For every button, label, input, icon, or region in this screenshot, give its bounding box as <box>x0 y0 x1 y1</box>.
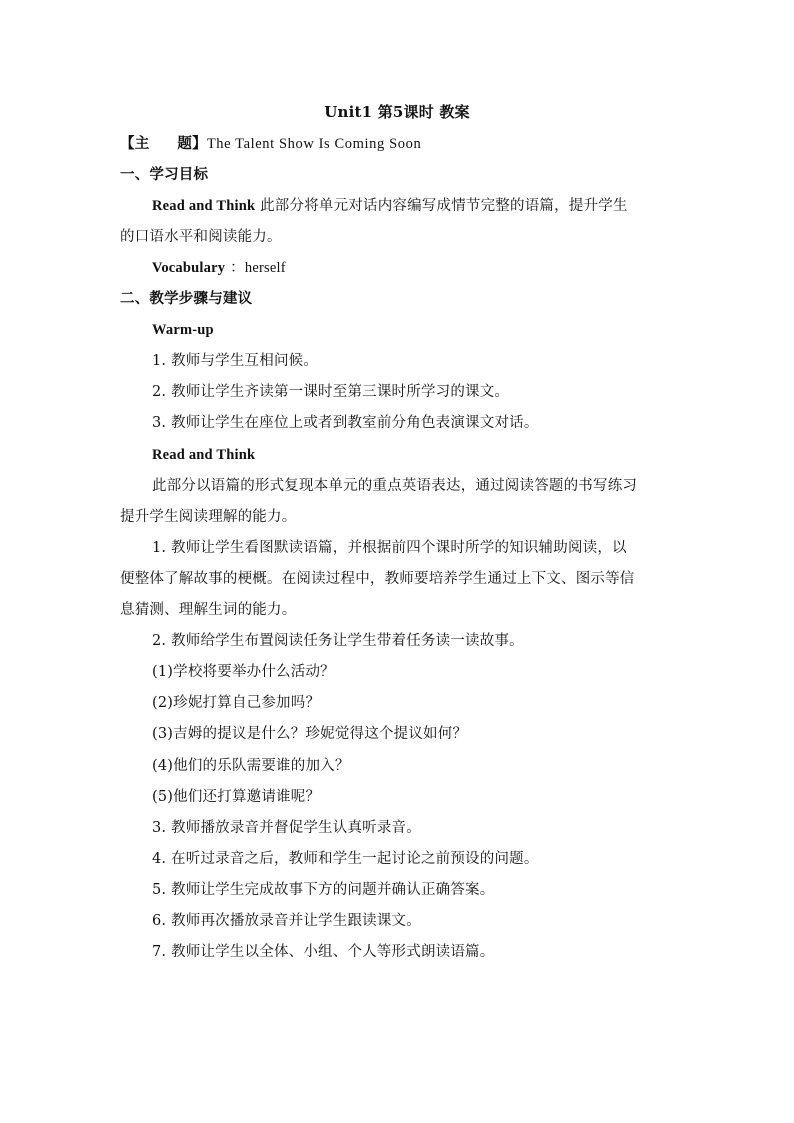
step-1-line1: 1. 教师让学生看图默读语篇，并根据前四个课时所学的知识辅助阅读，以 <box>152 540 627 556</box>
section1-read-think-line1 <box>152 196 628 216</box>
question-item: (4)他们的乐队需要谁的加入？ <box>152 758 350 774</box>
section1-read-think-line2: 的口语水平和阅读能力。 <box>120 229 282 245</box>
step-1-line3: 息猜测、理解生词的能力。 <box>120 602 297 618</box>
step-1-line2: 便整体了解故事的梗概。在阅读过程中，教师要培养学生通过上下文、图示等信 <box>120 571 635 587</box>
vocabulary-line <box>152 258 286 278</box>
step-2: 2. 教师给学生布置阅读任务让学生带着任务读一读故事。 <box>152 633 524 649</box>
question-item: (3)吉姆的提议是什么？珍妮觉得这个提议如何？ <box>152 726 468 742</box>
theme-line <box>120 134 421 154</box>
step-item: 3. 教师播放录音并督促学生认真听录音。 <box>152 820 421 836</box>
step-item: 6. 教师再次播放录音并让学生跟读课文。 <box>152 913 421 929</box>
page-title: Unit1 第5课时 教案 <box>324 103 470 121</box>
section1-read-think-text1: 此部分将单元对话内容编写成情节完整的语篇，提升学生 <box>255 198 628 214</box>
section1-read-think-label: Read and Think <box>152 198 256 214</box>
warmup-item: 1. 教师与学生互相问候。 <box>152 353 319 369</box>
warmup-label: Warm-up <box>152 322 214 338</box>
question-item: (2)珍妮打算自己参加吗？ <box>152 695 321 711</box>
question-item: (5)他们还打算邀请谁呢？ <box>152 789 321 805</box>
step-item: 5. 教师让学生完成故事下方的问题并确认正确答案。 <box>152 882 495 898</box>
step-item: 4. 在听过录音之后，教师和学生一起讨论之前预设的问题。 <box>152 851 539 867</box>
warmup-item: 2. 教师让学生齐读第一课时至第三课时所学习的课文。 <box>152 384 510 400</box>
vocabulary-separator: ： <box>230 260 245 276</box>
section2-heading: 二、教学步骤与建议 <box>120 290 253 307</box>
question-item: (1)学校将要举办什么活动？ <box>152 664 335 680</box>
vocabulary-value: herself <box>244 260 286 276</box>
theme-label-close: 题】 <box>177 135 207 152</box>
section1-heading: 一、学习目标 <box>120 166 209 183</box>
read-think-intro-line1: 此部分以语篇的形式复现本单元的重点英语表达，通过阅读答题的书写练习 <box>152 478 638 494</box>
theme-text: The Talent Show Is Coming Soon <box>206 136 422 152</box>
vocabulary-label: Vocabulary <box>152 260 226 276</box>
theme-label-open: 【主 <box>120 135 150 152</box>
read-think-intro-line2: 提升学生阅读理解的能力。 <box>120 509 297 525</box>
warmup-item: 3. 教师让学生在座位上或者到教室前分角色表演课文对话。 <box>152 415 539 431</box>
step-item: 7. 教师让学生以全体、小组、个人等形式朗读语篇。 <box>152 944 495 960</box>
read-think-label: Read and Think <box>152 447 256 463</box>
